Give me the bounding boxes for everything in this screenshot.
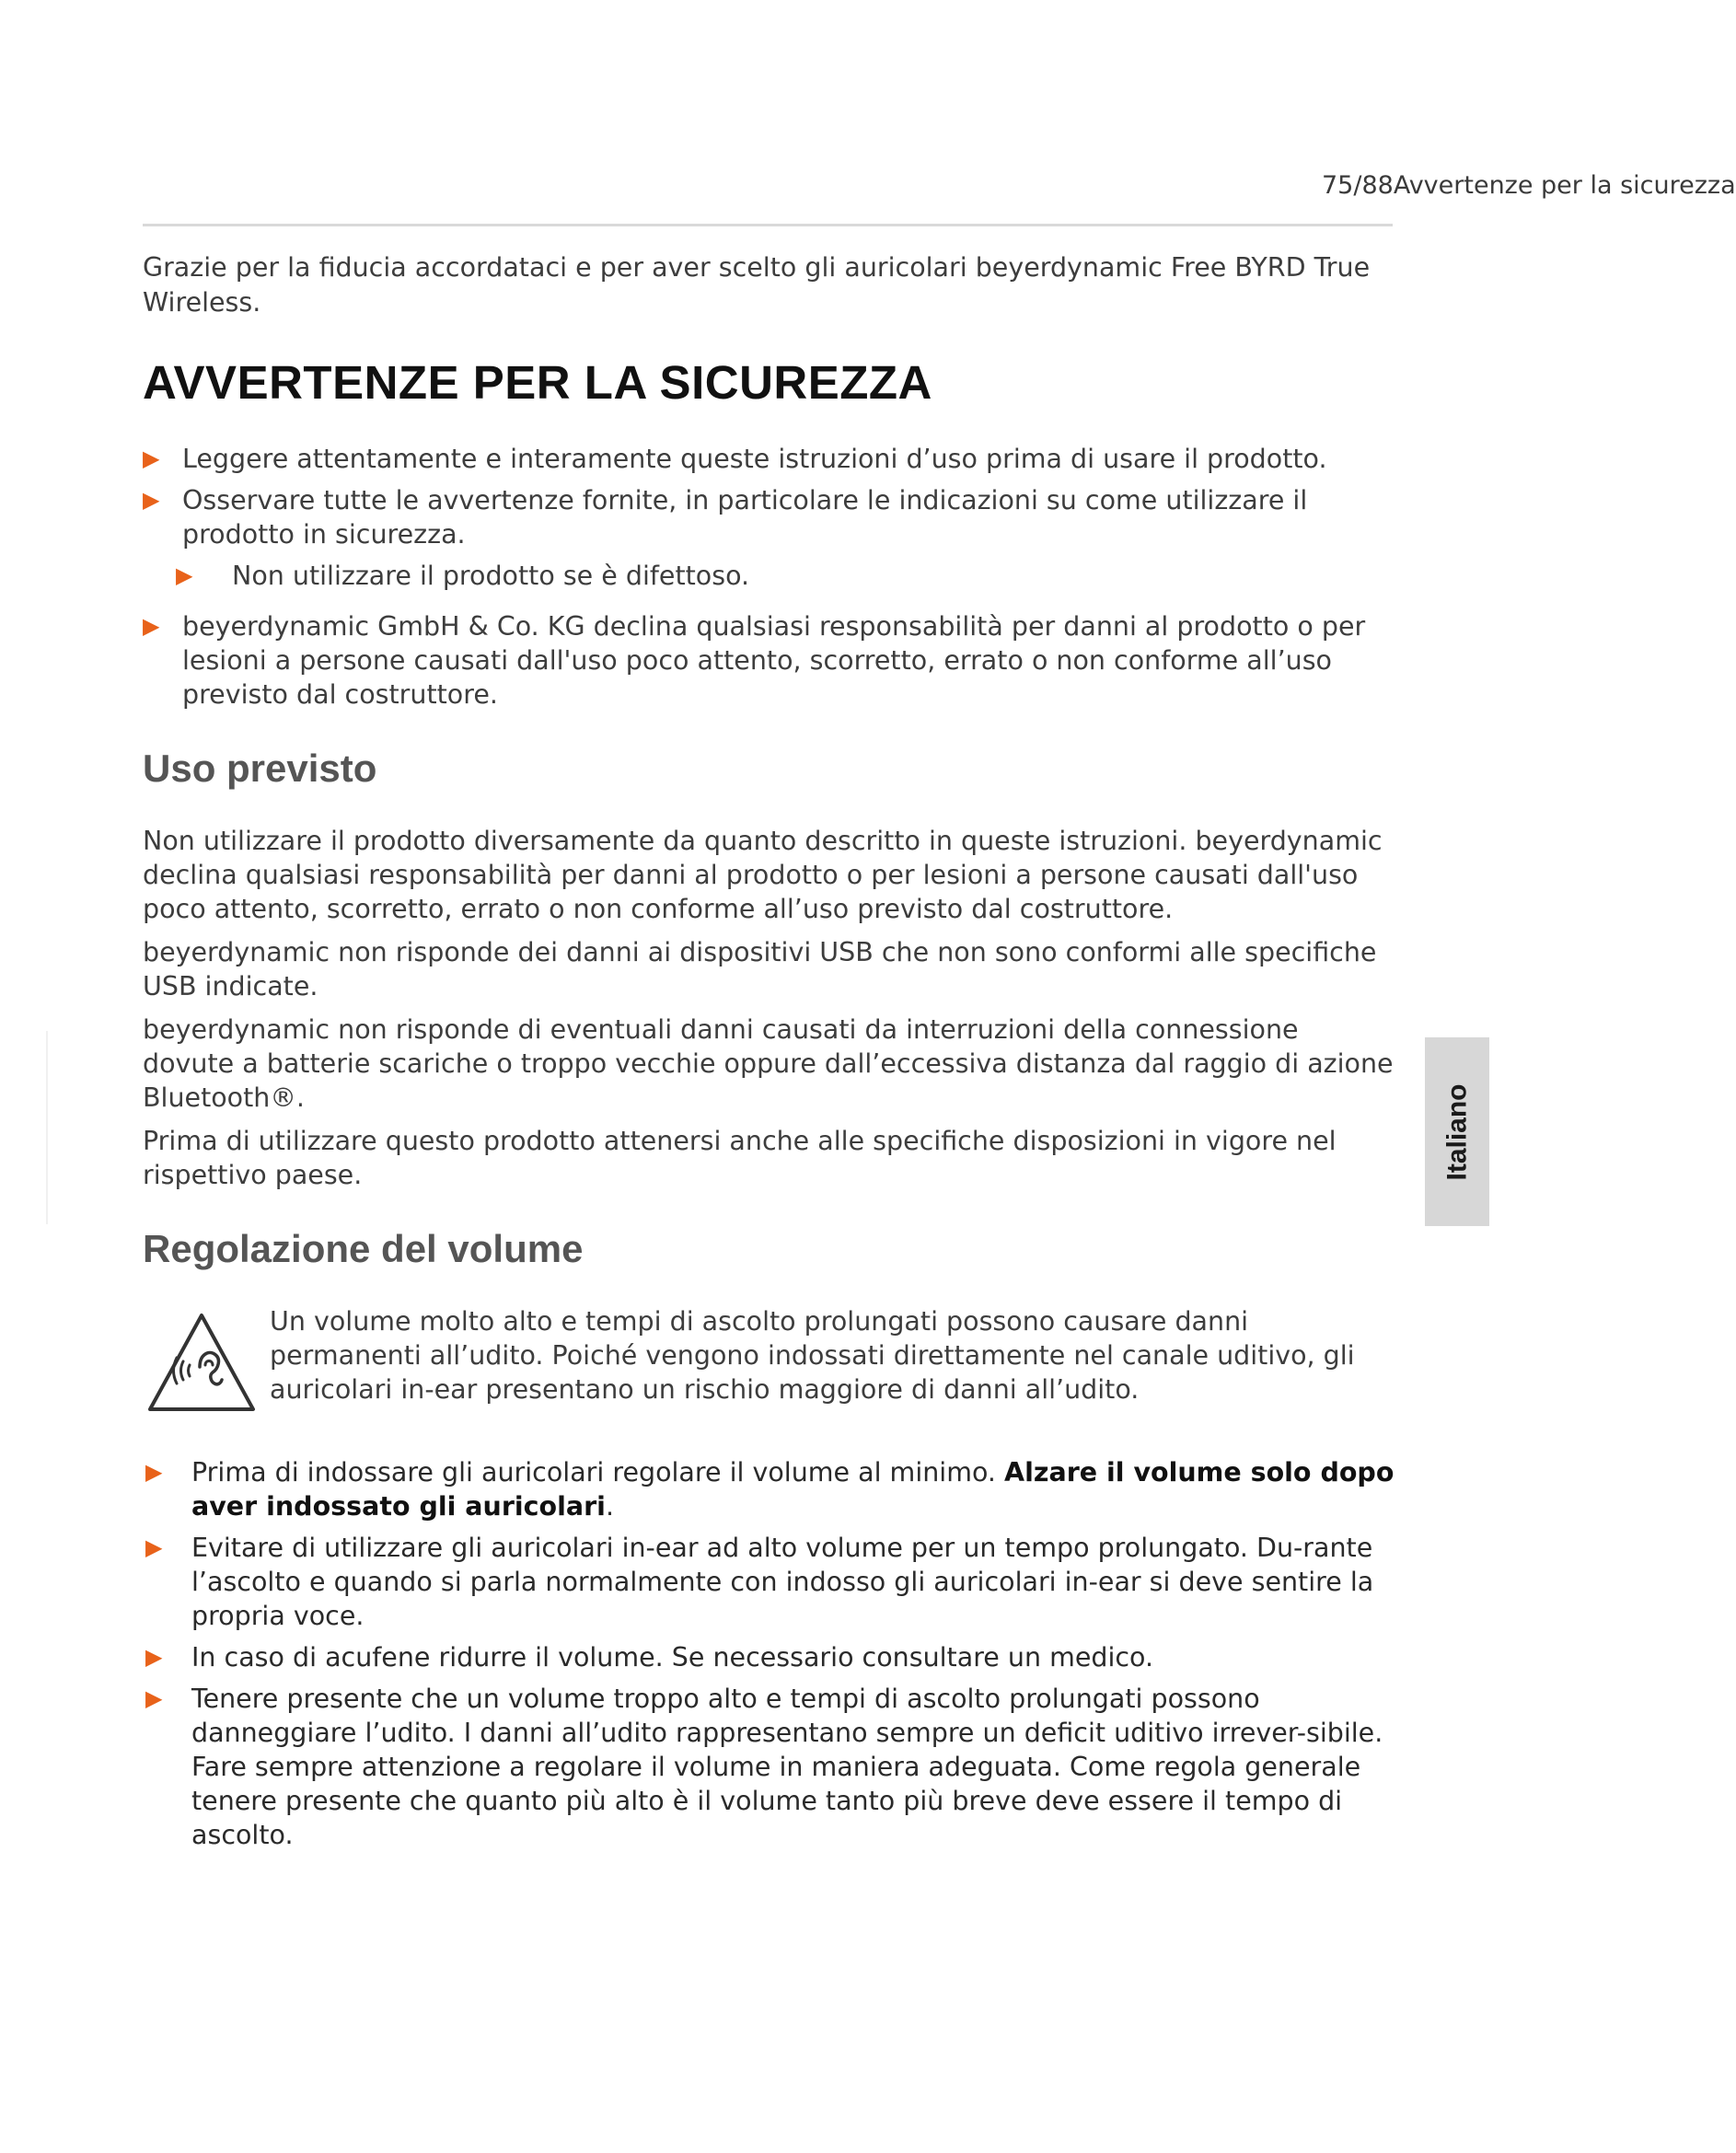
page-number: 75/88	[1322, 171, 1394, 200]
list-item: ▶ beyerdynamic GmbH & Co. KG declina qualsiasi responsabilità per danni al prodotto o per lesioni a persone causati dall'uso poco attento, scorretto, errato o non conforme all’uso previsto dal costruttore.	[143, 611, 1366, 710]
bullet-arrow-icon: ▶	[176, 562, 193, 588]
bullet-arrow-icon: ▶	[143, 446, 160, 471]
page-content	[143, 250, 1395, 1859]
safety-title: AVVERTENZE PER LA SICUREZZA	[143, 356, 932, 409]
bold-instruction: Alzare il volume solo dopo aver indossato gli auricolari	[191, 1457, 1395, 1522]
intro-text: Grazie per la fiducia accordataci e per aver scelto gli auricolari beyerdynamic Free BYRD True Wireless.	[143, 252, 1371, 318]
bullet-arrow-icon: ▶	[143, 613, 160, 639]
intended-use-paragraph: Prima di utilizzare questo prodotto attenersi anche alle specifiche disposizioni in vigore nel rispettivo paese.	[143, 1126, 1337, 1190]
list-item: ▶ Osservare tutte le avvertenze fornite, in particolare le indicazioni su come utilizzare il prodotto in sicurezza.	[143, 485, 1308, 550]
bullet-arrow-icon: ▶	[145, 1685, 163, 1711]
page-header	[1322, 171, 1736, 208]
margin-divider	[46, 1031, 48, 1224]
bullet-arrow-icon: ▶	[145, 1534, 163, 1560]
hearing-warning	[143, 1304, 1395, 1418]
safety-list	[143, 442, 1395, 712]
intended-use-paragraph: beyerdynamic non risponde dei danni ai dispositivi USB che non sono conformi alle specifiche USB indicate.	[143, 937, 1377, 1001]
list-item: ▶ Prima di indossare gli auricolari regolare il volume al minimo. Alzare il volume solo dopo aver indossato gli auricolari.	[145, 1457, 1395, 1522]
list-item-sub: ▶ Non utilizzare il prodotto se è difettoso.	[176, 561, 750, 591]
intended-use-paragraph: beyerdynamic non risponde di eventuali danni causati da interruzioni della connessione dovute a batterie scariche o troppo vecchie oppure dall’eccessiva distanza dal raggio di azione Bluetooth®.	[143, 1014, 1394, 1113]
list-item: ▶ Tenere presente che un volume troppo alto e tempi di ascolto prolungati possono danneggiare l’udito. I danni all’udito rappresentano sempre un deficit uditivo irrever-sibile. Fare sempre attenzione a regolare il volume in maniera adeguata. Come regola generale tenere presente che quanto più alto è il volume tanto più breve deve essere il tempo di ascolto.	[145, 1684, 1383, 1850]
bullet-arrow-icon: ▶	[145, 1644, 163, 1670]
list-item: ▶ Leggere attentamente e interamente queste istruzioni d’uso prima di usare il prodotto.	[143, 444, 1327, 474]
intended-use-title: Uso previsto	[143, 747, 377, 790]
intended-use-paragraph: Non utilizzare il prodotto diversamente da quanto descritto in queste istruzioni. beyerdynamic declina qualsiasi responsabilità per danni al prodotto o per lesioni a persone causati dall'uso poco attento, scorretto, errato o non conforme all’uso previsto dal costruttore.	[143, 826, 1383, 924]
bullet-arrow-icon: ▶	[143, 487, 160, 513]
hearing-warning-icon	[146, 1312, 257, 1413]
list-item: ▶ In caso di acufene ridurre il volume. Se necessario consultare un medico.	[145, 1642, 1154, 1673]
bullet-arrow-icon: ▶	[145, 1459, 163, 1485]
language-tab-label: Italiano	[1441, 1082, 1473, 1181]
header-divider	[143, 224, 1393, 226]
volume-list	[143, 1455, 1395, 1852]
warning-text: Un volume molto alto e tempi di ascolto prolungati possono causare danni permanenti all’udito. Poiché vengono indossati direttamente nel canale uditivo, gli auricolari in-ear presentano un rischio maggiore di danni all’udito.	[270, 1306, 1355, 1405]
header-section: Avvertenze per la sicurezza	[1393, 171, 1736, 200]
language-tab	[1425, 1037, 1489, 1226]
list-item: ▶ Evitare di utilizzare gli auricolari in-ear ad alto volume per un tempo prolungato. Du-rante l’ascolto e quando si parla normalmente con indosso gli auricolari in-ear si deve sentire la propria voce.	[145, 1533, 1374, 1631]
volume-title: Regolazione del volume	[143, 1227, 584, 1270]
